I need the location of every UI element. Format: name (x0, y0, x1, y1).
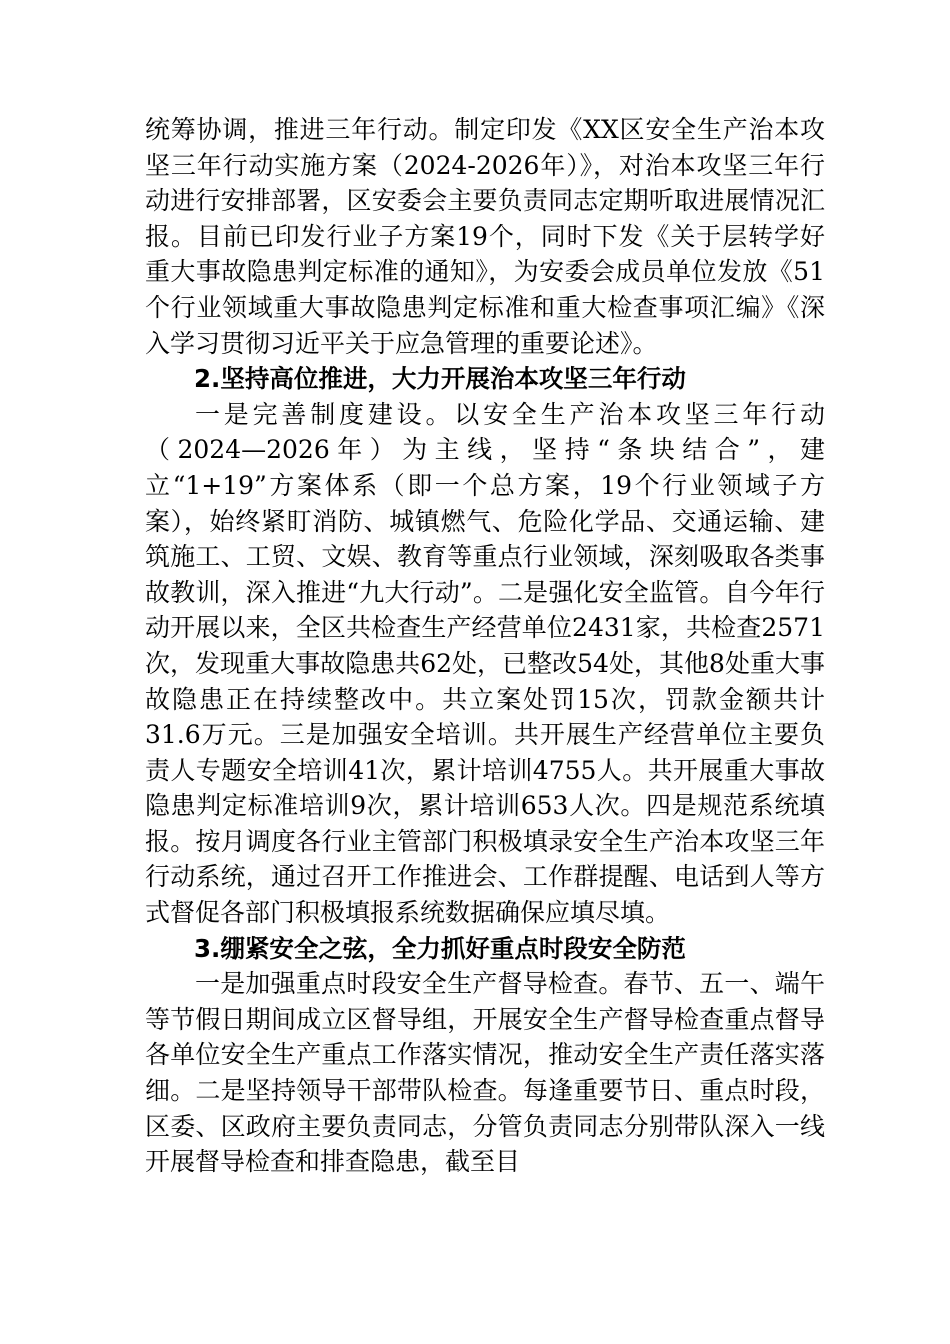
body-paragraph-2: 一是完善制度建设。以安全生产治本攻坚三年行动（2024—2026年）为主线，坚持“条块结合”，建立“1+19”方案体系（即一个总方案，19个行业领域子方案），始终紧盯消防、城镇燃气、危险化学品、交通运输、建筑施工、工贸、文娱、教育等重点行业领域，深刻吸取各类事故教训，深入推进“九大行动”。二是强化安全监管。自今年行动开展以来，全区共检查生产经营单位2431家，共检查2571次，发现重大事故隐患共62处，已整改54处，其他8处重大事故隐患正在持续整改中。共立案处罚15次，罚款金额共计31.6万元。三是加强安全培训。共开展生产经营单位主要负责人专题安全培训41次，累计培训4755人。共开展重大事故隐患判定标准培训9次，累计培训653人次。四是规范系统填报。按月调度各行业主管部门积极填录安全生产治本攻坚三年行动系统，通过召开工作推进会、工作群提醒、电话到人等方式督促各部门积极填报系统数据确保应填尽填。 (145, 399, 825, 928)
body-paragraph-3: 一是加强重点时段安全生产督导检查。春节、五一、端午等节假日期间成立区督导组，开展安全生产督导检查重点督导各单位安全生产重点工作落实情况，推动安全生产责任落实落细。二是坚持领导干部带队检查。每逢重要节日、重点时段，区委、区政府主要负责同志，分管负责同志分别带队深入一线开展督导检查和排查隐患，截至目 (145, 969, 825, 1177)
body-paragraph-1: 统筹协调，推进三年行动。制定印发《XX区安全生产治本攻坚三年行动实施方案（2024-2026年）》，对治本攻坚三年行动进行安排部署，区安委会主要负责同志定期听取进展情况汇报。目前已印发行业子方案19个，同时下发《关于层转学好重大事故隐患判定标准的通知》，为安委会成员单位发放《51个行业领域重大事故隐患判定标准和重大检查事项汇编》《深入学习贯彻习近平关于应急管理的重要论述》。 (145, 115, 825, 358)
section-heading-2: 2.坚持高位推进，大力开展治本攻坚三年行动 (194, 364, 686, 394)
document-page (145, 112, 825, 1180)
section-heading-3: 3.绷紧安全之弦，全力抓好重点时段安全防范 (194, 933, 686, 963)
